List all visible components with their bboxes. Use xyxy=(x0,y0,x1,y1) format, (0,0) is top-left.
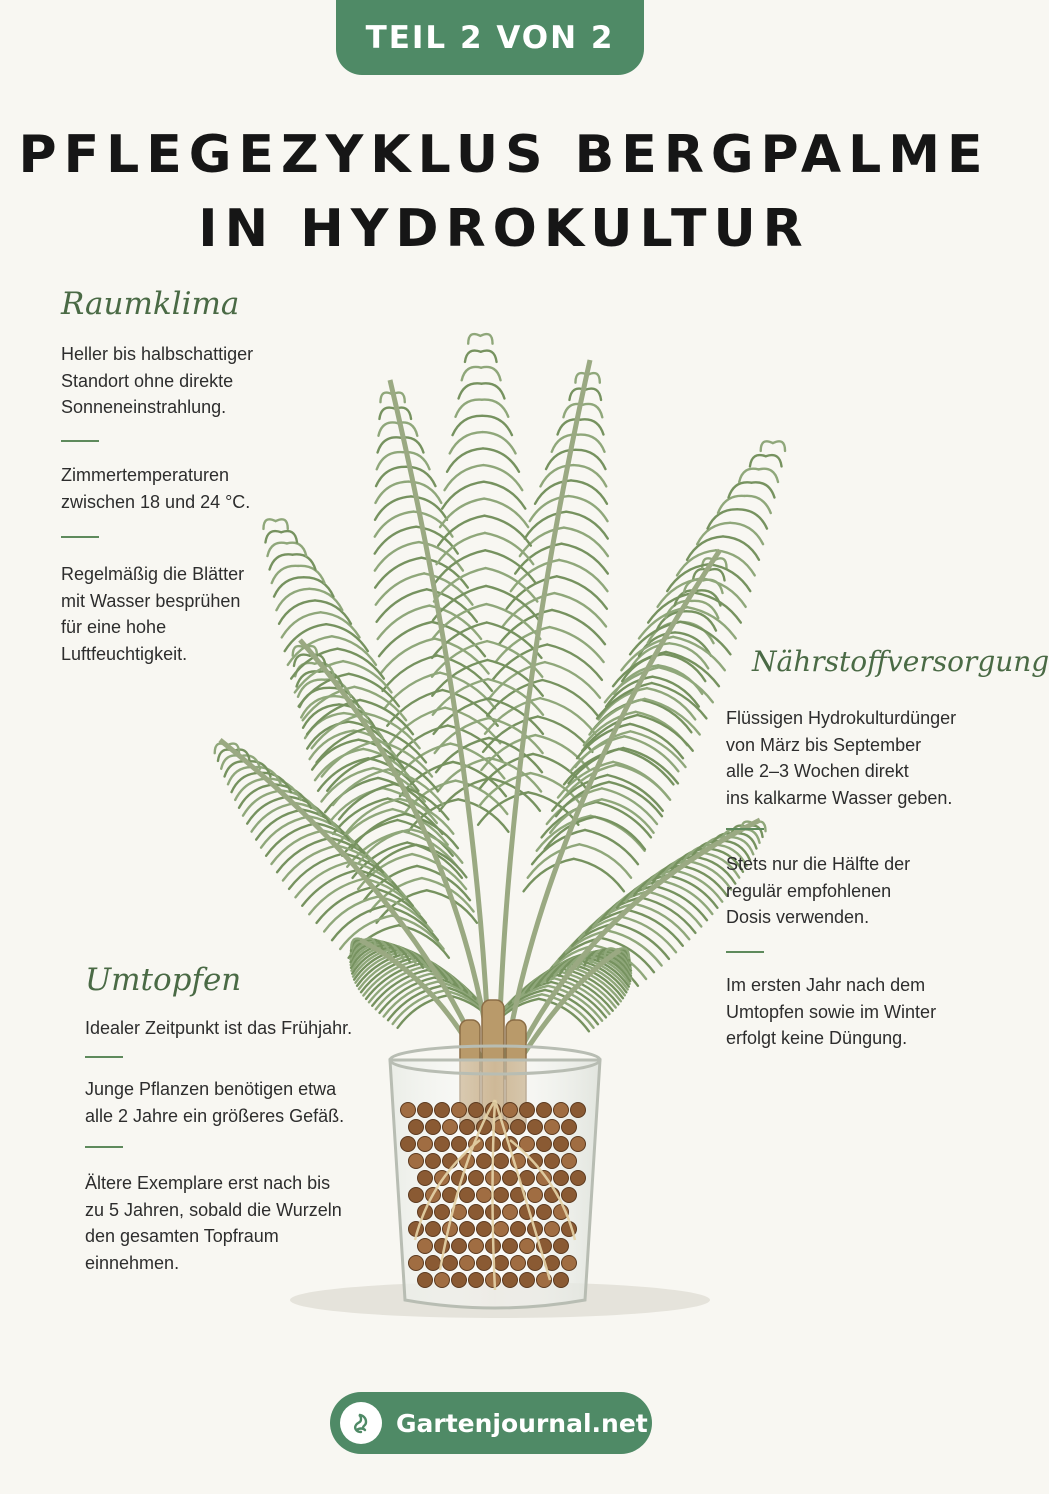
text-line: zwischen 18 und 24 °C. xyxy=(61,491,251,512)
text-line: zu 5 Jahren, sobald die Wurzeln xyxy=(85,1199,342,1220)
brand-name: Gartenjournal.net xyxy=(396,1408,648,1438)
section-heading-raumklima: Raumklima xyxy=(61,286,240,322)
text-line: Idealer Zeitpunkt ist das Frühjahr. xyxy=(85,1018,353,1038)
text-line: Regelmäßig die Blätter xyxy=(61,564,245,584)
raumklima-text-3 xyxy=(61,561,244,667)
text-line: Zimmertemperaturen xyxy=(61,465,230,485)
text-line: alle 2–3 Wochen direkt xyxy=(726,761,909,781)
text-line: Flüssigen Hydrokulturdünger xyxy=(726,708,957,728)
text-line: Im ersten Jahr nach dem xyxy=(726,975,926,995)
part-badge-label: TEIL 2 VON 2 xyxy=(365,19,615,56)
naehrstoff-text-3 xyxy=(726,972,936,1052)
page-title xyxy=(0,118,1008,266)
text-line: mit Wasser besprühen xyxy=(61,590,241,611)
divider xyxy=(61,440,99,442)
page-title-line-2: IN HYDROKULTUR xyxy=(198,199,810,259)
divider xyxy=(85,1146,123,1148)
raumklima-text-1 xyxy=(61,341,253,421)
text-line: ins kalkarme Wasser geben. xyxy=(726,787,953,808)
text-line: erfolgt keine Düngung. xyxy=(726,1028,908,1048)
umtopfen-text-1 xyxy=(85,1015,352,1042)
divider xyxy=(726,828,764,830)
text-line: Standort ohne direkte xyxy=(61,370,234,391)
text-line: Junge Pflanzen benötigen etwa xyxy=(85,1079,337,1099)
part-badge xyxy=(336,0,644,75)
raumklima-text-2 xyxy=(61,462,250,515)
page-title-line-1: PFLEGEZYKLUS BERGPALME xyxy=(18,125,990,185)
divider xyxy=(726,951,764,953)
text-line: von März bis September xyxy=(726,734,922,755)
text-line: Ältere Exemplare erst nach bis xyxy=(85,1173,331,1193)
naehrstoff-text-1 xyxy=(726,705,956,811)
text-line: für eine hohe xyxy=(61,617,167,637)
text-line: den gesamten Topfraum xyxy=(85,1226,279,1246)
text-line: Umtopfen sowie im Winter xyxy=(726,1001,937,1022)
text-line: Heller bis halbschattiger xyxy=(61,344,254,364)
text-line: Sonneneinstrahlung. xyxy=(61,397,227,417)
brand-footer[interactable] xyxy=(330,1392,652,1454)
text-line: alle 2 Jahre ein größeres Gefäß. xyxy=(85,1105,345,1126)
text-line: regulär empfohlenen xyxy=(726,880,892,901)
naehrstoff-text-2 xyxy=(726,851,910,931)
text-line: Luftfeuchtigkeit. xyxy=(61,643,188,664)
text-line: Stets nur die Hälfte der xyxy=(726,854,911,874)
umtopfen-text-2 xyxy=(85,1076,344,1129)
text-line: einnehmen. xyxy=(85,1252,180,1273)
section-heading-umtopfen: Umtopfen xyxy=(85,962,242,998)
text-line: Dosis verwenden. xyxy=(726,907,870,927)
divider xyxy=(85,1056,123,1058)
umtopfen-text-3 xyxy=(85,1170,342,1276)
section-heading-naehrstoff: Nährstoffversorgung xyxy=(752,645,1049,678)
divider xyxy=(61,536,99,538)
plant-logo-icon xyxy=(340,1402,382,1444)
